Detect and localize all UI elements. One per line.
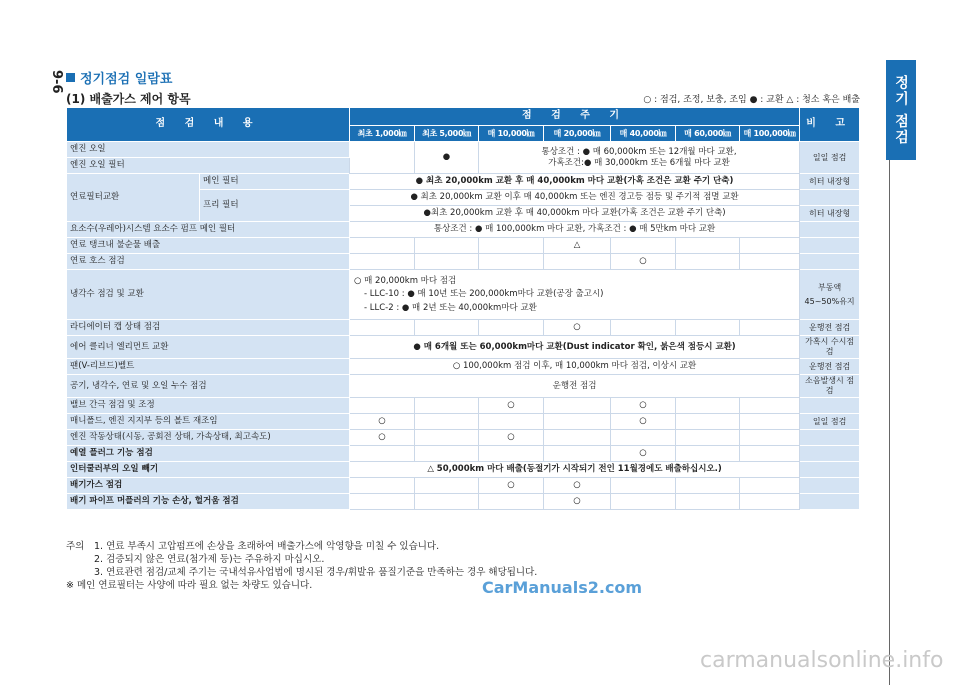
coolant-line: - LLC-10 : ● 매 10년 또는 200,000km마다 교환(공장 출고시) xyxy=(364,289,604,300)
row-item: 엔진 작동상태(시동, 공회전 상태, 가속상태, 최고속도) xyxy=(67,430,350,446)
side-tab-label: 정기 점검 xyxy=(893,74,909,146)
empty-note xyxy=(800,398,860,414)
table-row xyxy=(67,254,860,270)
empty-cell xyxy=(479,254,544,270)
mark-cell: ○ xyxy=(611,414,676,430)
mark-cell: △ xyxy=(544,238,611,254)
row-span-text: ●최초 20,000km 교환 후 매 40,000km 마다 교환(가혹 조건은 교환 주기 단축) xyxy=(350,206,800,222)
empty-cell xyxy=(740,478,800,494)
oil-condition-severe: 가혹조건:● 매 30,000km 또는 6개월 마다 교환 xyxy=(548,157,730,168)
footnote: ※ 메인 연료필터는 사양에 따라 필요 없는 차량도 있습니다. xyxy=(66,580,313,591)
mark-cell: ○ xyxy=(611,446,676,462)
coolant-note-line: 45~50%유지 xyxy=(804,296,855,306)
empty-cell xyxy=(544,446,611,462)
note-item: 2. 검증되지 않은 연료(첨가제 등)는 주유하지 마십시오. xyxy=(94,554,325,565)
header-row-1 xyxy=(67,108,860,126)
coolant-note-line: 부동액 xyxy=(818,282,842,292)
row-note: 일일 점검 xyxy=(800,142,860,174)
empty-cell xyxy=(415,414,479,430)
empty-cell xyxy=(740,414,800,430)
mark-cell: ○ xyxy=(544,494,611,510)
empty-note xyxy=(800,446,860,462)
watermark-secondary: carmanualsonline.info xyxy=(700,648,944,673)
mark-cell: ○ xyxy=(479,398,544,414)
note-row xyxy=(66,566,537,579)
row-note: 소음발생시 점검 xyxy=(800,375,860,398)
table-row xyxy=(67,478,860,494)
empty-note xyxy=(800,254,860,270)
row-note: 가혹시 수시점검 xyxy=(800,336,860,359)
empty-cell xyxy=(544,430,611,446)
row-item: 요소수(우레아)시스템 요소수 펌프 메인 필터 xyxy=(67,222,350,238)
empty-note xyxy=(800,430,860,446)
note-row xyxy=(66,540,537,553)
empty-cell xyxy=(611,494,676,510)
table-row xyxy=(67,174,860,190)
sub-title: (1) 배출가스 제어 항목 xyxy=(66,92,191,106)
table-row xyxy=(67,320,860,336)
mark-cell: ○ xyxy=(350,430,415,446)
oil-condition-normal: 통상조건 : ● 매 60,000km 또는 12개월 마다 교환, xyxy=(541,146,737,157)
row-item: 매니폴드, 엔진 지지부 등의 볼트 재조임 xyxy=(67,414,350,430)
empty-cell xyxy=(740,238,800,254)
side-chapter-tab[interactable] xyxy=(886,60,916,160)
row-item: 배기가스 점검 xyxy=(67,478,350,494)
header-item: 점 검 내 용 xyxy=(67,108,350,142)
note-spacer xyxy=(66,553,94,566)
empty-cell xyxy=(740,254,800,270)
table-row xyxy=(67,142,860,158)
empty-cell xyxy=(740,494,800,510)
empty-cell xyxy=(415,254,479,270)
row-item: 밸브 간극 점검 및 조정 xyxy=(67,398,350,414)
empty-cell xyxy=(479,446,544,462)
watermark-primary: CarManuals2.com xyxy=(482,578,643,597)
empty-cell xyxy=(676,478,740,494)
empty-cell xyxy=(544,254,611,270)
empty-cell xyxy=(350,494,415,510)
row-item: 인터쿨러부의 오일 빼기 xyxy=(67,462,350,478)
empty-cell xyxy=(676,320,740,336)
empty-cell xyxy=(350,478,415,494)
empty-cell xyxy=(611,238,676,254)
row-item: 팬(V-리브드)벨트 xyxy=(67,359,350,375)
symbol-legend: ○ : 점검, 조정, 보충, 조임 ● : 교환 △ : 청소 혹은 배출 xyxy=(643,95,860,105)
mark-cell: ○ xyxy=(611,398,676,414)
sub-item: 프리 필터 xyxy=(200,190,350,222)
row-item: 예열 플러그 기능 점검 xyxy=(67,446,350,462)
row-note: 히터 내장형 xyxy=(800,206,860,222)
empty-note xyxy=(800,190,860,206)
row-item: 에어 클리너 엘리먼트 교환 xyxy=(67,336,350,359)
interval-header: 매 40,000㎞ xyxy=(611,126,676,142)
empty-cell xyxy=(676,238,740,254)
empty-cell xyxy=(676,414,740,430)
coolant-text xyxy=(350,270,800,320)
empty-note xyxy=(800,462,860,478)
side-divider xyxy=(889,160,890,685)
header-cycle: 점 검 주 기 xyxy=(350,108,800,126)
empty-cell xyxy=(415,238,479,254)
interval-header: 최초 1,000㎞ xyxy=(350,126,415,142)
empty-cell xyxy=(676,446,740,462)
row-span-text: 통상조건 : ● 매 100,000km 마다 교환, 가혹조건 : ● 매 5만km 마다 교환 xyxy=(350,222,800,238)
empty-cell xyxy=(544,414,611,430)
empty-cell xyxy=(415,398,479,414)
sub-item: 메인 필터 xyxy=(200,174,350,190)
section-title-text: 정기점검 일람표 xyxy=(80,72,173,87)
interval-header: 최초 5,000㎞ xyxy=(415,126,479,142)
empty-cell xyxy=(350,254,415,270)
table-row xyxy=(67,446,860,462)
empty-cell xyxy=(350,398,415,414)
empty-cell xyxy=(676,254,740,270)
empty-cell xyxy=(676,494,740,510)
table-row xyxy=(67,222,860,238)
mark-cell: ○ xyxy=(611,254,676,270)
empty-cell xyxy=(611,478,676,494)
row-item: 냉각수 점검 및 교환 xyxy=(67,270,350,320)
coolant-note xyxy=(800,270,860,320)
mark-cell: ○ xyxy=(479,430,544,446)
row-item: 공기, 냉각수, 연료 및 오일 누수 점검 xyxy=(67,375,350,398)
empty-cell xyxy=(479,320,544,336)
caution-label: 주의 xyxy=(66,541,85,552)
empty-cell xyxy=(350,142,415,174)
row-item: 연료필터교환 xyxy=(67,174,200,222)
empty-cell xyxy=(611,320,676,336)
row-item: 연료 호스 점검 xyxy=(67,254,350,270)
empty-cell xyxy=(479,414,544,430)
empty-cell xyxy=(676,398,740,414)
empty-cell xyxy=(740,430,800,446)
interval-header: 매 10,000㎞ xyxy=(479,126,544,142)
empty-cell xyxy=(415,478,479,494)
empty-cell xyxy=(350,320,415,336)
empty-cell xyxy=(740,398,800,414)
caution-notes xyxy=(66,540,537,592)
empty-cell xyxy=(415,494,479,510)
table-row xyxy=(67,430,860,446)
section-title xyxy=(66,68,172,87)
row-note: 운행전 점검 xyxy=(800,359,860,375)
empty-cell xyxy=(676,430,740,446)
empty-cell xyxy=(415,320,479,336)
empty-cell xyxy=(350,238,415,254)
table-row xyxy=(67,375,860,398)
row-span-text: △ 50,000km 마다 배출(동절기가 시작되기 전인 11월경에도 배출하십시오.) xyxy=(350,462,800,478)
row-item: 엔진 오일 xyxy=(67,142,350,158)
empty-note xyxy=(800,494,860,510)
empty-cell xyxy=(350,446,415,462)
mark-cell: ○ xyxy=(479,478,544,494)
square-bullet-icon xyxy=(66,73,75,82)
row-item: 연료 탱크내 불순물 배출 xyxy=(67,238,350,254)
empty-cell xyxy=(740,320,800,336)
empty-note xyxy=(800,238,860,254)
empty-note xyxy=(800,222,860,238)
row-item: 배기 파이프 머플러의 기능 손상, 헐거움 점검 xyxy=(67,494,350,510)
oil-conditions xyxy=(479,142,800,174)
header-note: 비 고 xyxy=(800,108,860,142)
mark-cell: ○ xyxy=(544,320,611,336)
oil-replace-mark: ● xyxy=(415,142,479,174)
note-row xyxy=(66,579,537,592)
row-note: 운행전 점검 xyxy=(800,320,860,336)
row-span-text: ○ 100,000km 점검 이후, 매 10,000km 마다 점검, 이상시 교환 xyxy=(350,359,800,375)
row-span-text: ● 최초 20,000km 교환 이후 매 40,000km 또는 엔진 경고등 점등 및 주기적 점멸 교환 xyxy=(350,190,800,206)
mark-cell: ○ xyxy=(544,478,611,494)
table-row xyxy=(67,270,860,320)
maintenance-schedule-table xyxy=(66,107,860,510)
row-span-text: 운행전 점검 xyxy=(350,375,800,398)
interval-header: 매 60,000㎞ xyxy=(676,126,740,142)
table-row xyxy=(67,238,860,254)
empty-cell xyxy=(479,494,544,510)
row-note: 히터 내장형 xyxy=(800,174,860,190)
empty-cell xyxy=(611,430,676,446)
empty-cell xyxy=(740,446,800,462)
note-item: 3. 연료관련 점검/교체 주기는 국내석유사업법에 명시된 경우/휘발유 품질기준을 만족하는 경우 해당됩니다. xyxy=(94,567,538,578)
table-row xyxy=(67,359,860,375)
note-item: 1. 연료 부족시 고압펌프에 손상을 초래하여 배출가스에 악영향을 미칠 수 있습니다. xyxy=(94,541,440,552)
row-span-text: ● 최초 20,000km 교환 후 매 40,000km 마다 교환(가혹 조건은 교환 주기 단축) xyxy=(350,174,800,190)
empty-note xyxy=(800,478,860,494)
row-span-text: ● 매 6개월 또는 60,000km마다 교환(Dust indicator 확인, 붉은색 점등시 교환) xyxy=(350,336,800,359)
empty-cell xyxy=(415,430,479,446)
empty-cell xyxy=(415,446,479,462)
note-spacer xyxy=(66,566,94,579)
page-number: 9-6 xyxy=(49,70,64,94)
coolant-line: ○ 매 20,000km 마다 점검 xyxy=(354,275,457,286)
row-item: 엔진 오일 필터 xyxy=(67,158,350,174)
coolant-line: - LLC-2 : ● 매 2년 또는 40,000km마다 교환 xyxy=(364,302,537,313)
row-item: 라디에이터 캡 상태 점검 xyxy=(67,320,350,336)
interval-header: 매 100,000㎞ xyxy=(740,126,800,142)
table-row xyxy=(67,462,860,478)
table-row xyxy=(67,414,860,430)
table-row xyxy=(67,494,860,510)
note-row xyxy=(66,553,537,566)
empty-cell xyxy=(544,398,611,414)
table-row xyxy=(67,398,860,414)
row-note: 일일 점검 xyxy=(800,414,860,430)
interval-header: 매 20,000㎞ xyxy=(544,126,611,142)
empty-cell xyxy=(479,238,544,254)
mark-cell: ○ xyxy=(350,414,415,430)
table-row xyxy=(67,336,860,359)
